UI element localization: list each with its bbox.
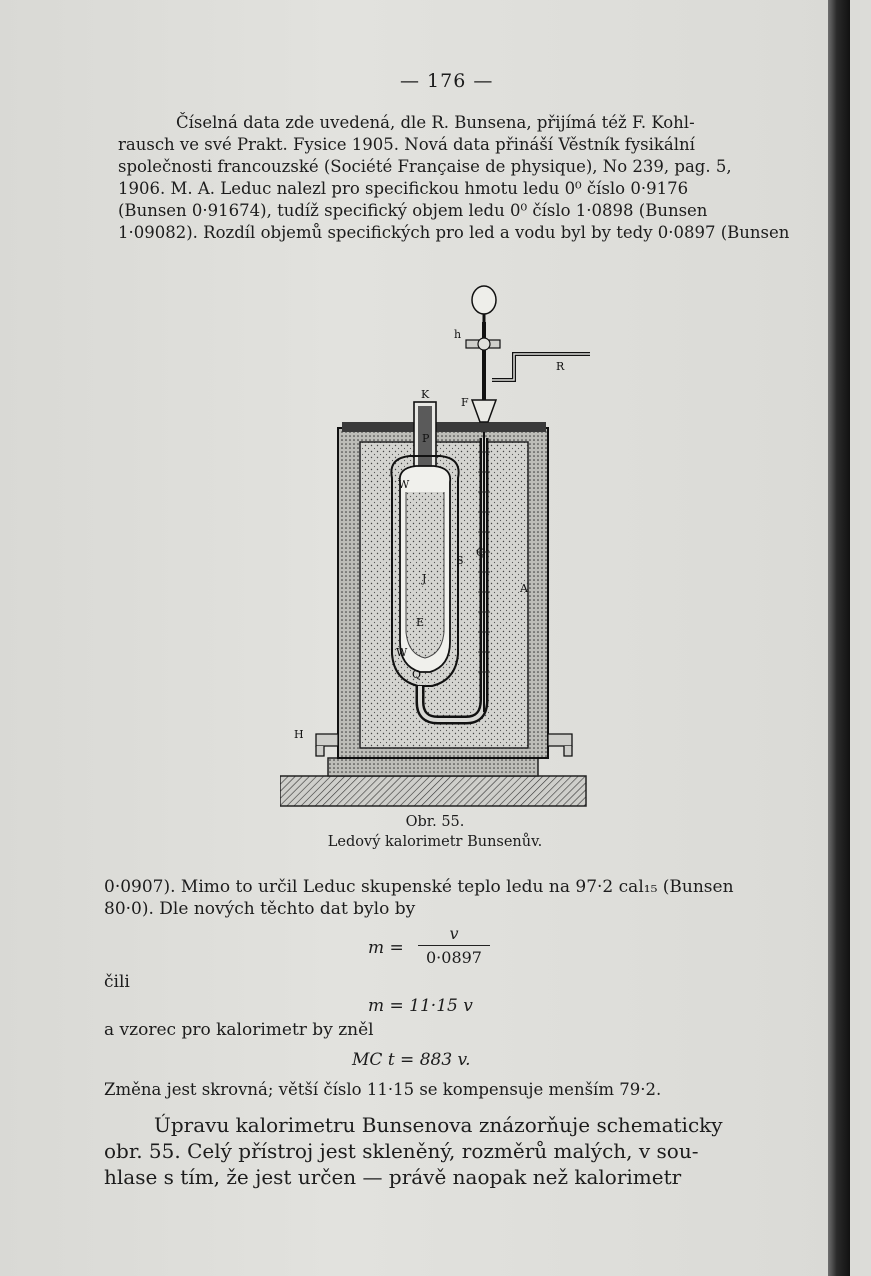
formula-2: m = 11·15 v — [368, 996, 473, 1016]
formula-1-fraction — [418, 924, 490, 967]
intro-paragraph — [118, 112, 790, 244]
upravu-line: obr. 55. Celý přístroj jest skleněný, rozměrů malých, v sou- — [104, 1139, 699, 1163]
label-S: S — [456, 554, 464, 567]
label-F: F — [461, 396, 469, 409]
fraction-numerator: v — [449, 924, 459, 943]
label-E: E — [416, 616, 425, 629]
label-R: R — [556, 360, 565, 373]
page-edge-shadow — [828, 0, 850, 1276]
after-figure-line: 80·0). Dle nových těchto dat bylo by — [104, 899, 416, 919]
label-W-top: W — [398, 478, 410, 491]
after-figure-paragraph — [104, 876, 768, 920]
label-K: K — [421, 388, 430, 401]
figure-calorimeter — [280, 282, 590, 812]
calorimeter-drawing — [280, 282, 590, 812]
label-J: J — [422, 572, 427, 585]
label-W-bottom: W — [396, 646, 408, 659]
label-Q-bottom: Q — [412, 668, 422, 681]
upravu-line: hlase s tím, že jest určen — právě naopak než kalorimetr — [104, 1165, 682, 1189]
after-figure-line: 0·0907). Mimo to určil Leduc skupenské teplo ledu na 97·2 cal₁₅ (Bunsen — [104, 877, 734, 897]
intro-line: (Bunsen 0·91674), tudíž specifický objem ledu 0⁰ číslo 1·0898 (Bunsen — [118, 201, 708, 220]
fraction-denominator: 0·0897 — [426, 948, 482, 967]
label-P: P — [422, 432, 430, 445]
text-vzorec: a vzorec pro kalorimetr by zněl — [104, 1020, 374, 1040]
label-Q-right: Q — [476, 546, 486, 559]
label-H: H — [294, 728, 304, 741]
formula-1-lhs: m = — [368, 938, 404, 958]
upravu-paragraph — [104, 1112, 764, 1190]
text-zmena: Změna jest skrovná; větší číslo 11·15 se kompensuje menším 79·2. — [104, 1080, 662, 1099]
page-number: — 176 — — [400, 70, 494, 92]
figure-caption: Ledový kalorimetr Bunsenův. — [327, 834, 543, 850]
figure-number: Obr. 55. — [405, 814, 465, 830]
intro-line: 1·09082). Rozdíl objemů specifických pro led a vodu byl by tedy 0·0897 (Bunsen — [118, 223, 790, 242]
intro-line: 1906. M. A. Leduc nalezl pro specifickou hmotu ledu 0⁰ číslo 0·9176 — [118, 179, 689, 198]
intro-line: rausch ve své Prakt. Fysice 1905. Nová data přináší Věstník fysikální — [118, 135, 695, 154]
label-A: A — [520, 582, 528, 595]
fraction-bar — [418, 945, 490, 946]
intro-line: společnosti francouzské (Société Française de physique), No 239, pag. 5, — [118, 157, 732, 176]
text-cili: čili — [104, 972, 130, 992]
intro-line: Číselná data zde uvedená, dle R. Bunsena, přijímá též F. Kohl- — [176, 113, 695, 132]
label-h: h — [454, 328, 462, 341]
upravu-line: Úpravu kalorimetru Bunsenova znázorňuje schematicky — [154, 1113, 723, 1137]
formula-3: MC t = 883 v. — [352, 1050, 471, 1070]
